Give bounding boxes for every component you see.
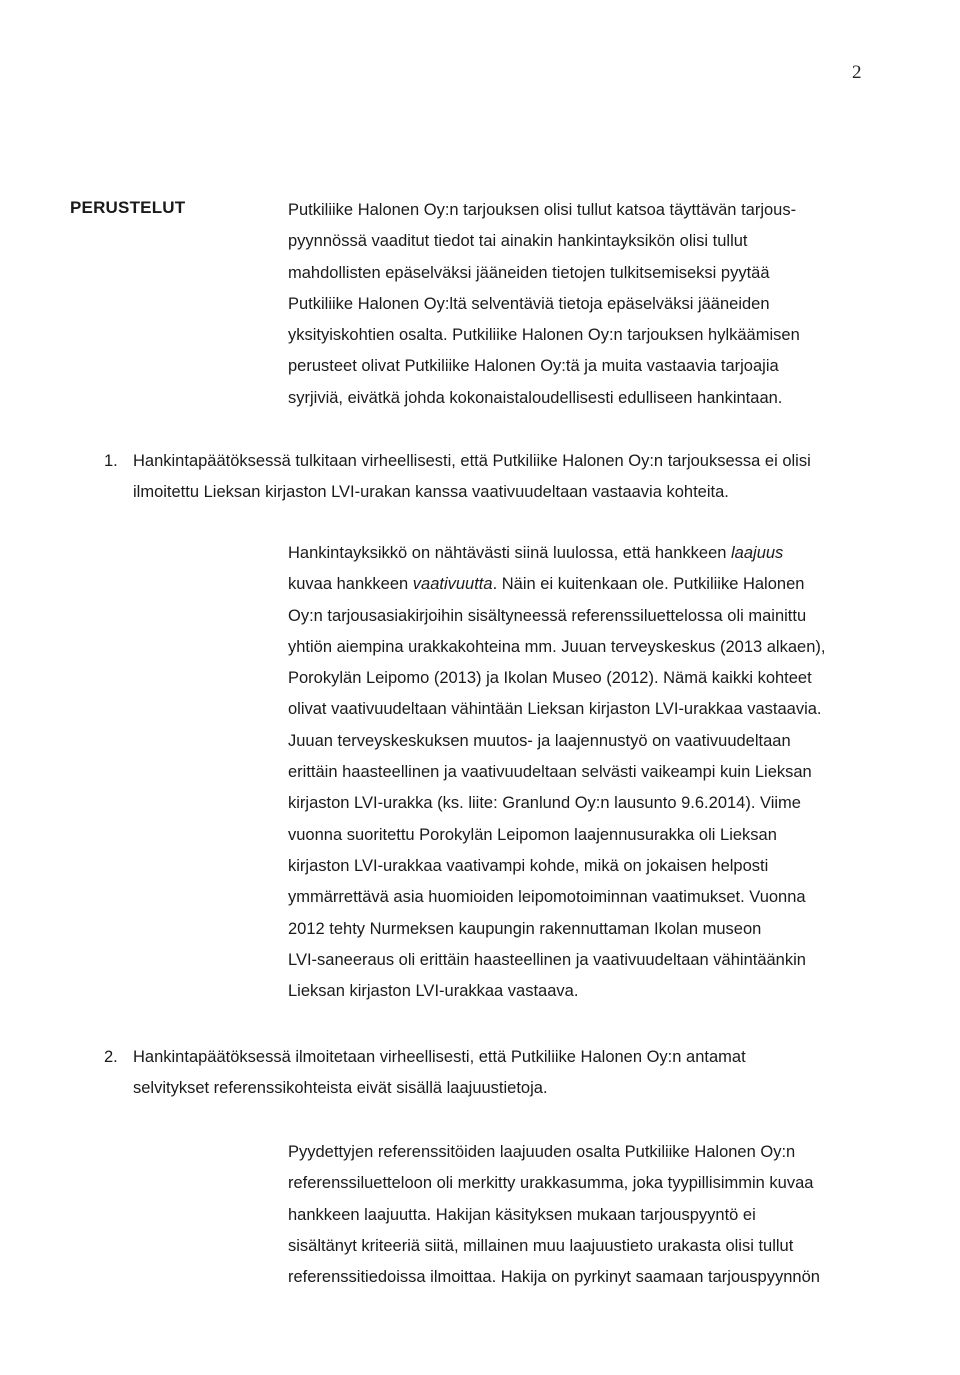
paragraph-line: Hankintapäätöksessä tulkitaan virheellisesti, että Putkiliike Halonen Oy:n tarjouksessa ei olisi [133,452,811,470]
paragraph-line: yhtiön aiempina urakkakohteina mm. Juuan terveyskeskus (2013 alkaen), [288,637,826,656]
paragraph-line: Lieksan kirjaston LVI-urakkaa vastaava. [288,982,579,1001]
paragraph-line: kuvaa hankkeen vaativuutta. Näin ei kuitenkaan ole. Putkiliike Halonen [288,575,805,594]
intro-paragraph [288,195,800,414]
paragraph-line: pyynnössä vaaditut tiedot tai ainakin hankintayksikön olisi tullut [288,232,748,251]
paragraph-line: kirjaston LVI-urakkaa vaativampi kohde, mikä on jokaisen helposti [288,856,769,875]
point-2-explanation [288,1137,820,1293]
paragraph-line: ilmoitettu Lieksan kirjaston LVI-urakan kanssa vaativuudeltaan vastaavia kohteita. [133,483,729,502]
paragraph-line: olivat vaativuudeltaan vähintään Lieksan kirjaston LVI-urakkaa vastaavia. [288,700,822,719]
paragraph-line: kirjaston LVI-urakka (ks. liite: Granlund Oy:n lausunto 9.6.2014). Viime [288,794,801,813]
paragraph-line: LVI-saneeraus oli erittäin haasteellinen ja vaativuudeltaan vähintäänkin [288,950,806,969]
paragraph-line: mahdollisten epäselväksi jääneiden tietojen tulkitsemiseksi pyytää [288,263,770,282]
paragraph-line: Pyydettyjen referenssitöiden laajuuden osalta Putkiliike Halonen Oy:n [288,1143,796,1161]
paragraph-line: ymmärrettävä asia huomioiden leipomotoiminnan vaatimukset. Vuonna [288,888,806,907]
paragraph-line: sisältänyt kriteeriä siitä, millainen muu laajuustieto urakasta olisi tullut [288,1236,794,1255]
point-1-claim [133,446,811,509]
paragraph-line: Hankintapäätöksessä ilmoitetaan virheellisesti, että Putkiliike Halonen Oy:n antamat [133,1048,746,1066]
paragraph-line: selvitykset referenssikohteista eivät sisällä laajuustietoja. [133,1079,548,1098]
page-number: 2 [852,62,862,83]
paragraph-line: syrjiviä, eivätkä johda kokonaistaloudellisesti edulliseen hankintaan. [288,388,783,407]
emphasis-laajuus: laajuus [731,544,784,562]
paragraph-line: Putkiliike Halonen Oy:ltä selventäviä tietoja epäselväksi jääneiden [288,294,770,313]
paragraph-line: Oy:n tarjousasiakirjoihin sisältyneessä referenssiluettelossa oli mainittu [288,606,807,625]
paragraph-line: Porokylän Leipomo (2013) ja Ikolan Museo (2012). Nämä kaikki kohteet [288,669,812,688]
point-1-number: 1. [104,452,118,470]
point-1-explanation [288,538,825,1007]
paragraph-line: Juuan terveyskeskuksen muutos- ja laajennustyö on vaativuudeltaan [288,731,791,750]
paragraph-line: referenssitiedoissa ilmoittaa. Hakija on pyrkinyt saamaan tarjouspyynnön [288,1268,820,1287]
point-2-claim [133,1042,746,1105]
paragraph-line: Hankintayksikkö on nähtävästi siinä luulossa, että hankkeen laajuus [288,544,784,562]
paragraph-line: referenssiluetteloon oli merkitty urakkasumma, joka tyypillisimmin kuvaa [288,1174,814,1193]
paragraph-line: perusteet olivat Putkiliike Halonen Oy:tä ja muita vastaavia tarjoajia [288,357,779,376]
emphasis-vaativuutta: vaativuutta [412,575,493,594]
paragraph-line: erittäin haasteellinen ja vaativuudeltaan selvästi vaikeampi kuin Lieksan [288,763,812,782]
paragraph-line: yksityiskohtien osalta. Putkiliike Halonen Oy:n tarjouksen hylkäämisen [288,326,800,345]
paragraph-line: 2012 tehty Nurmeksen kaupungin rakennuttaman Ikolan museon [288,919,762,938]
paragraph-line: hankkeen laajuutta. Hakijan käsityksen mukaan tarjouspyyntö ei [288,1205,756,1224]
point-2-number: 2. [104,1048,118,1066]
paragraph-line: vuonna suoritettu Porokylän Leipomon laajennusurakka oli Lieksan [288,825,777,844]
section-heading: PERUSTELUT [70,198,186,217]
paragraph-line: Putkiliike Halonen Oy:n tarjouksen olisi tullut katsoa täyttävän tarjous- [288,201,797,219]
